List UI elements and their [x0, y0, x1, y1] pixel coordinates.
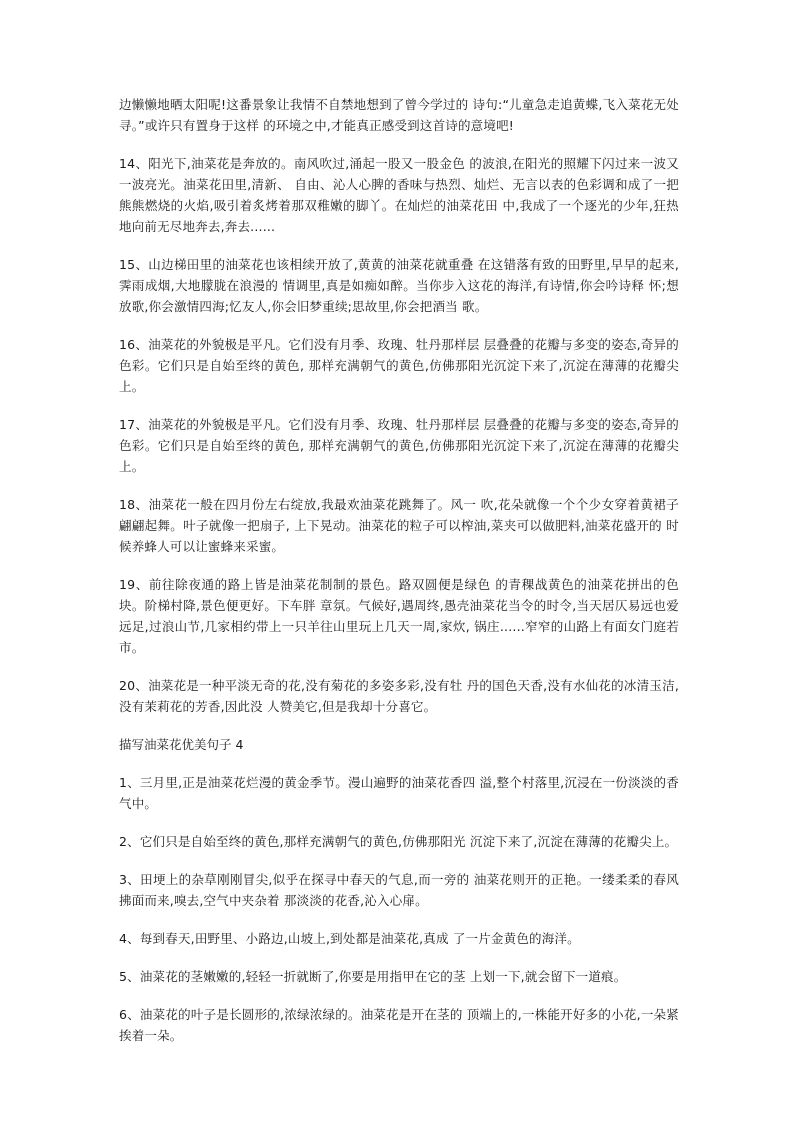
paragraph-19: 19、前往除夜通的路上皆是油菜花制制的景色。路双圆便是绿色 的青稞战黄色的油菜花拼出的色块。阶梯村降,景色便更好。下车胖 章氛。气候好,遇周终,愚壳油菜花当令的时令,当天居仄易远也爱远足,过浪山节,几家相约带上一只羊往山里玩上几天一周,家炊, 锅庄......窄窄的山路上有面女门庭若市。 — [119, 577, 679, 655]
paragraph-18: 18、油菜花一般在四月份左右绽放,我最欢油菜花跳舞了。风一 吹,花朵就像一个个少女穿着黄裙子翩翩起舞。叶子就像一把扇子, 上下晃动。油菜花的粒子可以榨油,菜夹可以做肥料,油菜花盛开的 时候养蜂人可以让蜜蜂来采蜜。 — [119, 497, 679, 554]
paragraph-14: 14、阳光下,油菜花是奔放的。南风吹过,涌起一股又一股金色 的波浪,在阳光的照耀下闪过来一波又一波亮光。油菜花田里,清新、 自由、沁人心脾的香味与热烈、灿烂、无言以表的色彩调和成了一把 熊熊燃烧的火焰,吸引着炙烤着那双稚嫩的脚丫。在灿烂的油菜花田 中,我成了一个逐光的少年,狂热地向前无尽地奔去,奔去...... — [119, 156, 679, 234]
section-paragraph-4: 4、每到春天,田野里、小路边,山坡上,到处都是油菜花,真成 了一片金黄色的海洋。 — [119, 931, 580, 946]
section-paragraph-2: 2、它们只是自始至终的黄色,那样充满朝气的黄色,仿佛那阳光 沉淀下来了,沉淀在薄薄的花瓣尖上。 — [119, 834, 678, 849]
paragraph-15: 15、山边梯田里的油菜花也该相续开放了,黄黄的油菜花就重叠 在这错落有致的田野里,早早的起来,霁雨成烟,大地朦胧在浪漫的 情调里,真是如痴如醉。当你步入这花的海洋,有诗情,你会吟诗释 怀;想放歌,你会激情四海;忆友人,你会旧梦重续;思故里,你会把酒当 歌。 — [119, 257, 679, 314]
section-paragraph-5: 5、油菜花的茎嫩嫩的,轻轻一折就断了,你要是用指甲在它的茎 上划一下,就会留下一道痕。 — [119, 969, 627, 984]
paragraph-16: 16、油菜花的外貌极是平凡。它们没有月季、玫瑰、牡丹那样层 层叠叠的花瓣与多变的姿态,奇异的色彩。它们只是自始至终的黄色, 那样充满朝气的黄色,仿佛那阳光沉淀下来了,沉淀在薄薄的花瓣尖 上。 — [119, 337, 679, 394]
document-page — [119, 94, 679, 1063]
paragraph-17: 17、油菜花的外貌极是平凡。它们没有月季、玫瑰、牡丹那样层 层叠叠的花瓣与多变的姿态,奇异的色彩。它们只是自始至终的黄色, 那样充满朝气的黄色,仿佛那阳光沉淀下来了,沉淀在薄薄的花瓣尖 上。 — [119, 417, 679, 474]
paragraph-20: 20、油菜花是一种平淡无奇的花,没有菊花的多姿多彩,没有牡 丹的国色天香,没有水仙花的冰清玉洁,没有茉莉花的芳香,因此没 人赞美它,但是我却十分喜它。 — [119, 678, 679, 714]
section-paragraph-3: 3、田埂上的杂草刚刚冒尖,似乎在探寻中春天的气息,而一旁的 油菜花则开的正艳。一缕柔柔的春风拂面而来,嗅去,空气中夹杂着 那淡淡的花香,沁入心扉。 — [119, 872, 679, 908]
section-paragraph-1: 1、三月里,正是油菜花烂漫的黄金季节。漫山遍野的油菜花香四 溢,整个村落里,沉浸在一份淡淡的香气中。 — [119, 775, 679, 811]
section-paragraph-6: 6、油菜花的叶子是长圆形的,浓绿浓绿的。油菜花是开在茎的 顶端上的,一株能开好多的小花,一朵紧挨着一朵。 — [119, 1007, 679, 1043]
section-heading: 描写油菜花优美句子 4 — [119, 737, 244, 752]
paragraph-intro: 边懒懒地晒太阳呢!这番景象让我情不自禁地想到了曾今学过的 诗句:“儿童急走追黄蝶,飞入菜花无处寻。”或许只有置身于这样 的环境之中,才能真正感受到这首诗的意境吧! — [119, 97, 679, 133]
